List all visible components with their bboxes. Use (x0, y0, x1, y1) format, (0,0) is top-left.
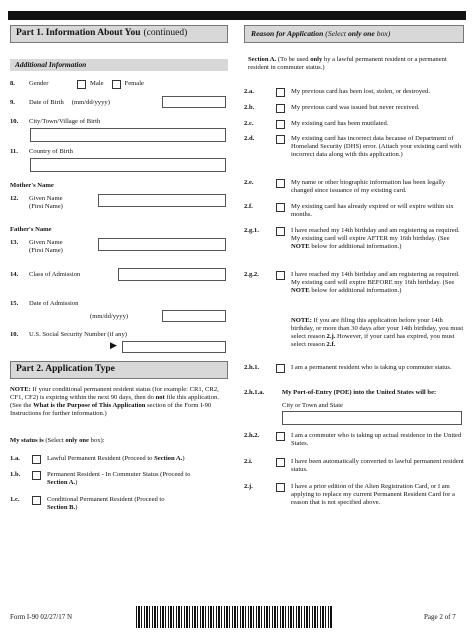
status-1a-text (47, 455, 185, 463)
part1-suffix: (continued) (143, 28, 188, 39)
reason-2h1a (244, 389, 464, 397)
part2-note-text2: file this application. (See the (10, 394, 219, 410)
reason-2h1-checkbox[interactable] (276, 364, 285, 373)
female-checkbox[interactable] (112, 80, 121, 89)
reason-2g1-text-a: I have reached my 14th birthday and am registering as required. My existing card will expire AFTER my 16th birthday. (See (291, 227, 460, 243)
reason-title-c: only one (347, 29, 375, 39)
ssn-row (10, 331, 127, 339)
reason-2b[interactable] (244, 104, 464, 113)
barcode-image (136, 606, 332, 628)
date-admission-hint: (mm/dd/yyyy) (90, 313, 129, 320)
reason-2g2-checkbox[interactable] (276, 271, 285, 280)
top-black-bar (8, 11, 466, 20)
reason-2d-checkbox[interactable] (276, 135, 285, 144)
status-line (10, 437, 105, 445)
reason-2c-text: My existing card has been mutilated. (291, 120, 389, 127)
reason-2h2[interactable] (244, 432, 464, 448)
reason-2g1-text-b: below for additional information.) (309, 243, 402, 251)
reason-2g2-text-b: below for additional information.) (309, 287, 402, 295)
reason-2a-num: 2.a. (244, 88, 254, 95)
status-1a-end: ) (182, 455, 185, 462)
reason-2e-checkbox[interactable] (276, 179, 285, 188)
reason-2i[interactable] (244, 458, 464, 474)
part2-note-label: NOTE: (10, 386, 31, 393)
status-1c-num: 1.c. (10, 496, 20, 503)
reason-2g1-note: NOTE (291, 243, 310, 251)
status-1b-end: ) (75, 479, 78, 487)
reason-note-text: If you are filing this application before your 14th birthday, or more than 30 days after your 14th birthday, you must select reason (291, 317, 464, 341)
dob-row (10, 99, 110, 107)
reason-2h1-text: I am a permanent resident who is taking up commuter status. (291, 364, 452, 371)
ssn-label: U.S. Social Security Number (if any) (29, 331, 127, 338)
status-end: box): (88, 437, 105, 444)
father-given-label: Given Name (29, 239, 63, 246)
reason-2f-num: 2.f. (244, 203, 253, 210)
footer-form-id-text: Form I-90 02/27/17 N (10, 613, 73, 621)
status-1b-checkbox[interactable] (32, 471, 41, 480)
part2-note-text3: section of the Form I-90 Instructions for further information.) (10, 402, 212, 418)
reason-2f-checkbox[interactable] (276, 203, 285, 212)
father-heading-text: Father's Name (10, 226, 52, 233)
reason-note-text2: However, if your card has expired, you must select reason (291, 333, 455, 349)
reason-2b-text: My previous card was issued but never received. (291, 104, 420, 111)
reason-2j-text: I have a prior edition of the Alien Registration Card, or I am applying to replace my current Permanent Resident Card for a reason that is not specified above. (291, 483, 455, 507)
father-given-row (10, 239, 63, 255)
reason-2e-text: My name or other biographic information has been legally changed since issuance of my existing card. (291, 179, 446, 195)
reason-2d-num: 2.d. (244, 135, 255, 142)
status-1b[interactable] (10, 471, 228, 487)
part1-header (10, 25, 228, 43)
poe-sublabel-text: City or Town and State (282, 402, 343, 409)
male-checkbox[interactable] (77, 80, 86, 89)
part2-note-not: not (155, 394, 165, 402)
mother-given-input[interactable] (98, 194, 226, 207)
reason-2a-text: My previous card has been lost, stolen, or destroyed. (291, 88, 430, 95)
reason-2g1-text (291, 227, 464, 251)
mother-heading (10, 182, 54, 190)
reason-2e[interactable] (244, 179, 464, 195)
status-label: My status is (10, 437, 44, 444)
reason-2g1-checkbox[interactable] (276, 227, 285, 236)
right-column (244, 25, 464, 507)
status-1b-text (47, 471, 207, 487)
status-1a-ref: Section A. (154, 455, 183, 462)
gender-row (10, 80, 144, 89)
arrow-icon: ▶ (110, 340, 117, 350)
reason-title-b: (Select (325, 29, 346, 39)
mother-first-label: (First Name) (29, 203, 63, 211)
section-a-label: Section A. (248, 56, 277, 63)
reason-2d-text: My existing card has incorrect data because of Department of Homeland Security (DHS) error. (Attach your existing card with incorrect data along with this application.) (291, 135, 462, 159)
section-a-text: (To be used (276, 56, 311, 63)
reason-header (244, 25, 464, 43)
reason-2h1[interactable] (244, 364, 464, 373)
part2-title: Part 2. Application Type (16, 364, 115, 375)
reason-2g1[interactable] (244, 227, 464, 251)
reason-note (291, 317, 464, 349)
mother-given-row (10, 195, 63, 211)
reason-2j[interactable] (244, 483, 464, 507)
status-1a-label: Lawful Permanent Resident (Proceed to (47, 455, 155, 462)
q8-num: 8. (10, 80, 15, 87)
father-heading (10, 226, 52, 234)
status-1c[interactable] (10, 496, 228, 512)
status-1c-end: ) (75, 504, 78, 512)
reason-2g2-num: 2.g.2. (244, 271, 259, 278)
mother-given-label: Given Name (29, 195, 63, 202)
status-only: only one (65, 437, 89, 444)
status-1c-label: Conditional Permanent Resident (Proceed to (47, 496, 165, 503)
country-birth-input[interactable] (30, 158, 226, 172)
reason-2j-checkbox[interactable] (276, 483, 285, 492)
dob-hint: (mm/dd/yyyy) (71, 99, 110, 106)
reason-2i-checkbox[interactable] (276, 458, 285, 467)
dob-label: Date of Birth (29, 99, 64, 106)
city-birth-input[interactable] (30, 128, 226, 142)
reason-2i-num: 2.i. (244, 458, 253, 465)
status-1a-checkbox[interactable] (32, 455, 41, 464)
reason-2g1-num: 2.g.1. (244, 227, 259, 234)
reason-2g2-text (291, 271, 464, 295)
city-birth-label: City/Town/Village of Birth (29, 118, 101, 125)
reason-2e-num: 2.e. (244, 179, 254, 186)
reason-2h2-text: I am a commuter who is taking up actual residence in the United States. (291, 432, 462, 448)
status-1b-label: Permanent Resident - In Commuter Status (Proceed to (47, 471, 191, 478)
reason-2a[interactable] (244, 88, 464, 97)
status-1c-text (47, 496, 177, 512)
reason-note-r1: 2.j. (326, 333, 336, 341)
reason-note-r2: 2.f. (326, 341, 336, 349)
reason-2b-checkbox[interactable] (276, 104, 285, 113)
part2-note-text1: If your conditional permanent resident status (for example: CR1, CR2, CF1, CF2) is expiring within the next 90 days, then do (10, 386, 219, 402)
status-1c-checkbox[interactable] (32, 496, 41, 505)
date-admission-label: Date of Admission (29, 300, 79, 307)
q12-num: 12. (10, 195, 19, 202)
reason-note-label: NOTE: (291, 317, 312, 324)
mother-heading-text: Mother's Name (10, 182, 54, 189)
female-label: Female (124, 80, 144, 87)
q15-num: 15. (10, 300, 19, 307)
reason-2c-checkbox[interactable] (276, 120, 285, 129)
q16-num: 10. (10, 331, 19, 338)
reason-2h1a-text: My Port-of-Entry (POE) into the United States will be: (282, 389, 437, 396)
reason-2c-num: 2.c. (244, 120, 254, 127)
poe-input[interactable] (282, 411, 462, 425)
ssn-input[interactable] (122, 341, 226, 353)
male-label: Male (90, 80, 104, 87)
reason-2g2[interactable] (244, 271, 464, 295)
status-rest: (Select (45, 437, 66, 444)
date-admission-row (10, 300, 78, 308)
section-a-text2: by a lawful permanent resident or a permanent resident in commuter status.) (248, 56, 447, 72)
reason-2h2-checkbox[interactable] (276, 432, 285, 441)
reason-2d[interactable] (244, 135, 464, 159)
reason-2h2-num: 2.h.2. (244, 432, 260, 439)
reason-2a-checkbox[interactable] (276, 88, 285, 97)
q10-num: 10. (10, 118, 19, 125)
section-a-only: only (310, 56, 323, 63)
reason-2b-num: 2.b. (244, 104, 255, 111)
part1-title: Part 1. Information About You (16, 28, 141, 39)
country-birth-row (10, 148, 73, 156)
reason-2g2-text-a: I have reached my 14th birthday and am registering as required. My existing card will expire BEFORE my 16th birthday. (See (291, 271, 460, 287)
q11-num: 11. (10, 148, 18, 155)
additional-info-title: Additional Information (15, 60, 87, 70)
gender-label: Gender (29, 80, 49, 87)
class-admission-row (10, 271, 80, 279)
footer-page-number-text: Page 2 of 7 (424, 613, 456, 621)
footer-page-number (424, 613, 456, 622)
reason-2f-text: My existing card has already expired or will expire within six months. (291, 203, 454, 219)
father-given-input[interactable] (98, 238, 226, 251)
city-birth-row (10, 118, 100, 126)
country-birth-label: Country of Birth (29, 148, 73, 155)
reason-2h1-num: 2.h.1. (244, 364, 260, 371)
status-1c-ref: Section B. (47, 504, 76, 512)
reason-2j-num: 2.j. (244, 483, 253, 490)
father-first-label: (First Name) (29, 247, 63, 255)
left-column (10, 25, 228, 512)
class-admission-label: Class of Admission (29, 271, 81, 278)
section-a-intro (248, 56, 462, 72)
status-1b-ref: Section A. (47, 479, 76, 487)
status-1a[interactable] (10, 455, 228, 464)
part2-note-bold: What is the Purpose of This Application (33, 402, 146, 410)
reason-2c[interactable] (244, 120, 464, 129)
date-admission-hint-row (90, 313, 128, 321)
poe-sublabel (282, 402, 343, 410)
footer-form-id (10, 613, 72, 622)
reason-2i-text: I have been automatically converted to lawful permanent resident status. (291, 458, 464, 474)
reason-2h1a-num: 2.h.1.a. (244, 389, 265, 396)
reason-title: Reason for Application (251, 29, 324, 39)
additional-info-header (10, 59, 228, 71)
q13-num: 13. (10, 239, 19, 246)
reason-title-d: box) (376, 29, 391, 39)
status-1a-num: 1.a. (10, 455, 20, 462)
mother-given-labels (29, 195, 63, 211)
reason-2f[interactable] (244, 203, 464, 219)
reason-2g2-note: NOTE (291, 287, 310, 295)
status-1b-num: 1.b. (10, 471, 21, 478)
dob-input[interactable] (162, 96, 226, 108)
father-given-labels (29, 239, 63, 255)
q9-num: 9. (10, 99, 15, 106)
q14-num: 14. (10, 271, 19, 278)
part2-header (10, 361, 228, 379)
part2-note (10, 386, 226, 418)
date-admission-input[interactable] (162, 310, 226, 322)
class-admission-input[interactable] (118, 268, 226, 281)
